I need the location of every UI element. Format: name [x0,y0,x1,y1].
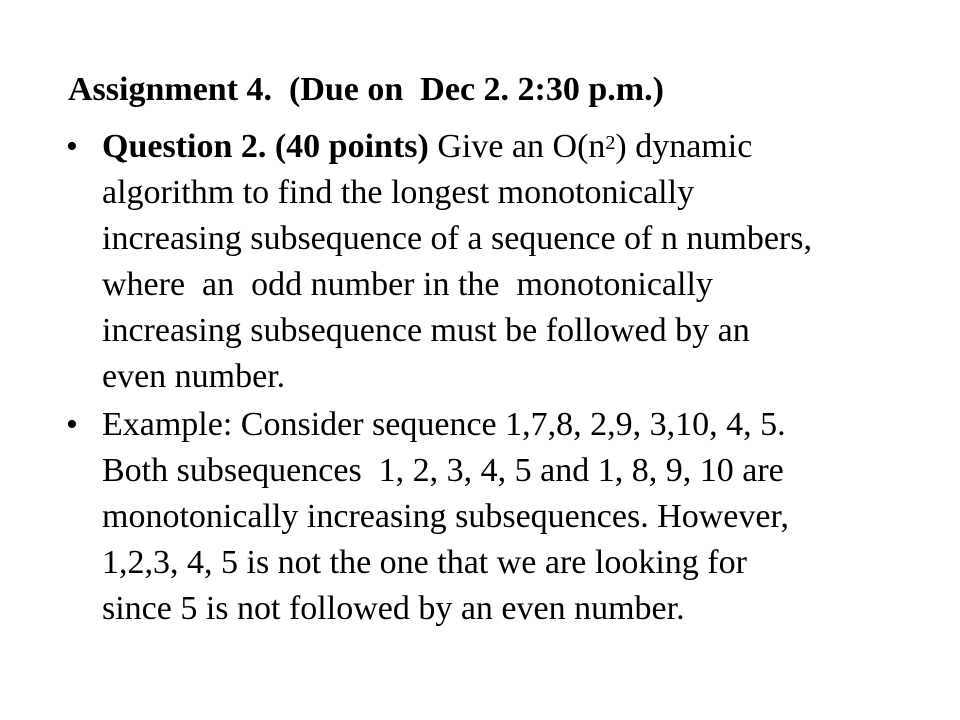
example-line-5: since 5 is not followed by an even number. [102,590,685,627]
question-line-4: where an odd number in the monotonically [102,266,713,303]
slide-title: Assignment 4. (Due on Dec 2. 2:30 p.m.) [68,71,664,108]
question-exponent: 2 [605,132,616,154]
example-bullet [66,402,896,632]
bullet-icon: • [66,128,78,165]
question-bullet [66,124,896,395]
question-line-6: even number. [102,358,286,395]
question-line-3: increasing subsequence of a sequence of n numbers, [102,220,812,257]
bullet-icon: • [66,406,78,443]
example-line-1: Example: Consider sequence 1,7,8, 2,9, 3,10, 4, 5. [102,406,786,443]
question-line-1 [102,124,752,170]
question-label: Question 2. (40 points) [102,128,429,165]
question-line-5: increasing subsequence must be followed by an [102,312,750,349]
example-line-2: Both subsequences 1, 2, 3, 4, 5 and 1, 8, 9, 10 are [102,452,784,489]
example-line-3: monotonically increasing subsequences. However, [102,498,789,535]
question-line1-post: ) dynamic [615,128,753,165]
question-line-2: algorithm to find the longest monotonically [102,174,695,211]
question-line1-pre: Give an O(n [428,128,606,165]
example-line-4: 1,2,3, 4, 5 is not the one that we are looking for [102,544,747,581]
